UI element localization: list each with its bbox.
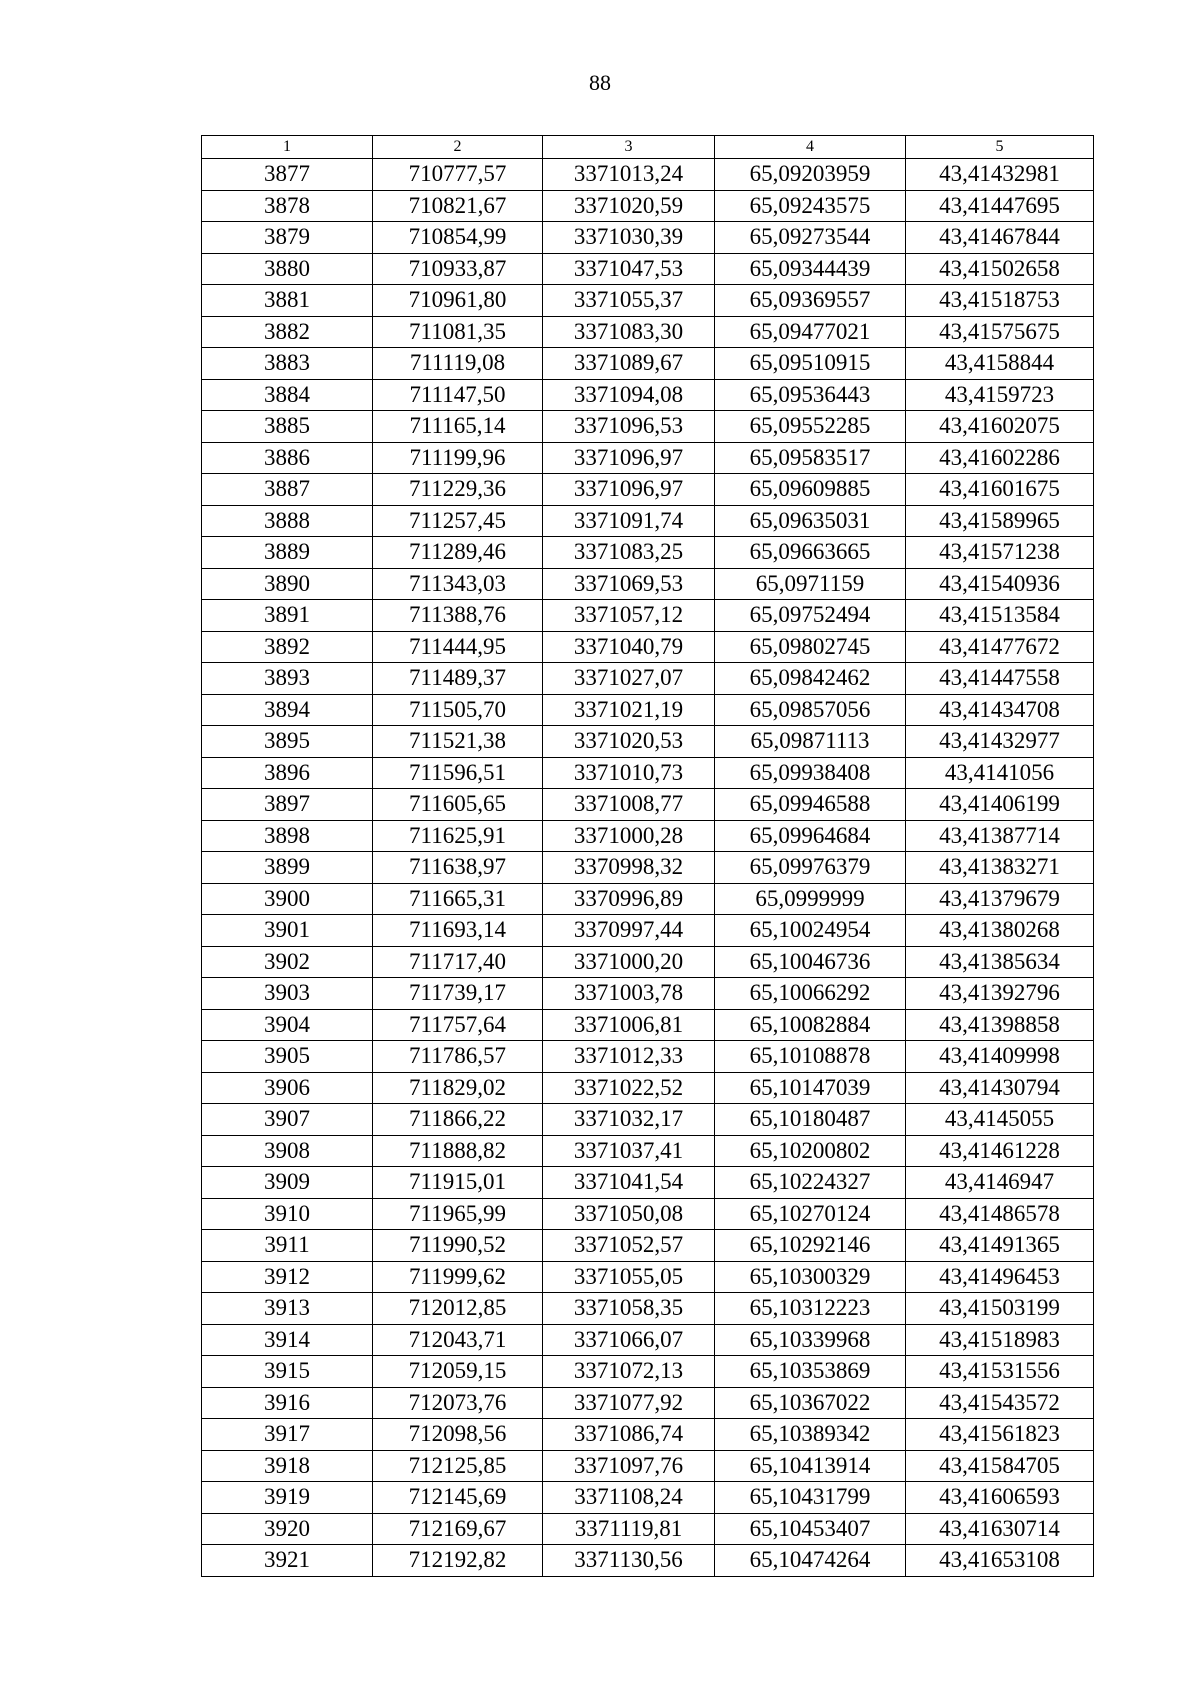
y-coordinate-cell: 3371013,24	[543, 159, 715, 191]
x-coordinate-cell: 711521,38	[373, 726, 543, 758]
latitude-cell: 43,41561823	[906, 1419, 1094, 1451]
table-row	[202, 1261, 1094, 1293]
y-coordinate-cell: 3371097,76	[543, 1450, 715, 1482]
longitude-cell: 65,09752494	[715, 600, 906, 632]
table-row	[202, 1482, 1094, 1514]
table-row	[202, 1293, 1094, 1325]
x-coordinate-cell: 711119,08	[373, 348, 543, 380]
longitude-cell: 65,09609885	[715, 474, 906, 506]
table-header	[202, 136, 1094, 159]
point-number-cell: 3912	[202, 1261, 373, 1293]
table-row	[202, 915, 1094, 947]
table-row	[202, 600, 1094, 632]
y-coordinate-cell: 3371130,56	[543, 1545, 715, 1577]
table-row	[202, 1513, 1094, 1545]
point-number-cell: 3918	[202, 1450, 373, 1482]
longitude-cell: 65,10224327	[715, 1167, 906, 1199]
point-number-cell: 3897	[202, 789, 373, 821]
latitude-cell: 43,4145055	[906, 1104, 1094, 1136]
longitude-cell: 65,09536443	[715, 379, 906, 411]
x-coordinate-cell: 712073,76	[373, 1387, 543, 1419]
longitude-cell: 65,09203959	[715, 159, 906, 191]
point-number-cell: 3908	[202, 1135, 373, 1167]
latitude-cell: 43,41518753	[906, 285, 1094, 317]
y-coordinate-cell: 3371096,53	[543, 411, 715, 443]
table-row	[202, 253, 1094, 285]
longitude-cell: 65,09583517	[715, 442, 906, 474]
longitude-cell: 65,09842462	[715, 663, 906, 695]
latitude-cell: 43,41653108	[906, 1545, 1094, 1577]
longitude-cell: 65,10413914	[715, 1450, 906, 1482]
latitude-cell: 43,41540936	[906, 568, 1094, 600]
table-row	[202, 222, 1094, 254]
x-coordinate-cell: 711147,50	[373, 379, 543, 411]
x-coordinate-cell: 712169,67	[373, 1513, 543, 1545]
table-row	[202, 474, 1094, 506]
latitude-cell: 43,41543572	[906, 1387, 1094, 1419]
table-row	[202, 789, 1094, 821]
latitude-cell: 43,41385634	[906, 946, 1094, 978]
table-row	[202, 442, 1094, 474]
column-header: 4	[715, 136, 906, 159]
y-coordinate-cell: 3371020,53	[543, 726, 715, 758]
latitude-cell: 43,4159723	[906, 379, 1094, 411]
table-row	[202, 316, 1094, 348]
x-coordinate-cell: 710933,87	[373, 253, 543, 285]
table-row	[202, 1230, 1094, 1262]
point-number-cell: 3913	[202, 1293, 373, 1325]
point-number-cell: 3883	[202, 348, 373, 380]
y-coordinate-cell: 3371027,07	[543, 663, 715, 695]
longitude-cell: 65,09938408	[715, 757, 906, 789]
y-coordinate-cell: 3371030,39	[543, 222, 715, 254]
latitude-cell: 43,41518983	[906, 1324, 1094, 1356]
longitude-cell: 65,09871113	[715, 726, 906, 758]
longitude-cell: 65,09552285	[715, 411, 906, 443]
point-number-cell: 3919	[202, 1482, 373, 1514]
table-row	[202, 1072, 1094, 1104]
longitude-cell: 65,10066292	[715, 978, 906, 1010]
latitude-cell: 43,41496453	[906, 1261, 1094, 1293]
x-coordinate-cell: 711866,22	[373, 1104, 543, 1136]
longitude-cell: 65,10453407	[715, 1513, 906, 1545]
point-number-cell: 3911	[202, 1230, 373, 1262]
latitude-cell: 43,41434708	[906, 694, 1094, 726]
table-row	[202, 1198, 1094, 1230]
x-coordinate-cell: 711257,45	[373, 505, 543, 537]
latitude-cell: 43,41477672	[906, 631, 1094, 663]
y-coordinate-cell: 3371119,81	[543, 1513, 715, 1545]
x-coordinate-cell: 711289,46	[373, 537, 543, 569]
point-number-cell: 3903	[202, 978, 373, 1010]
y-coordinate-cell: 3371066,07	[543, 1324, 715, 1356]
point-number-cell: 3902	[202, 946, 373, 978]
point-number-cell: 3909	[202, 1167, 373, 1199]
longitude-cell: 65,09976379	[715, 852, 906, 884]
y-coordinate-cell: 3371072,13	[543, 1356, 715, 1388]
x-coordinate-cell: 711999,62	[373, 1261, 543, 1293]
latitude-cell: 43,41602075	[906, 411, 1094, 443]
latitude-cell: 43,41491365	[906, 1230, 1094, 1262]
longitude-cell: 65,0999999	[715, 883, 906, 915]
latitude-cell: 43,41432977	[906, 726, 1094, 758]
point-number-cell: 3887	[202, 474, 373, 506]
point-number-cell: 3895	[202, 726, 373, 758]
y-coordinate-cell: 3371012,33	[543, 1041, 715, 1073]
x-coordinate-cell: 710961,80	[373, 285, 543, 317]
point-number-cell: 3898	[202, 820, 373, 852]
table-row	[202, 631, 1094, 663]
x-coordinate-cell: 711638,97	[373, 852, 543, 884]
y-coordinate-cell: 3371052,57	[543, 1230, 715, 1262]
y-coordinate-cell: 3371091,74	[543, 505, 715, 537]
longitude-cell: 65,09369557	[715, 285, 906, 317]
point-number-cell: 3917	[202, 1419, 373, 1451]
table-row	[202, 159, 1094, 191]
longitude-cell: 65,10270124	[715, 1198, 906, 1230]
point-number-cell: 3892	[202, 631, 373, 663]
longitude-cell: 65,09344439	[715, 253, 906, 285]
point-number-cell: 3916	[202, 1387, 373, 1419]
point-number-cell: 3881	[202, 285, 373, 317]
column-header: 2	[373, 136, 543, 159]
y-coordinate-cell: 3371069,53	[543, 568, 715, 600]
point-number-cell: 3882	[202, 316, 373, 348]
y-coordinate-cell: 3371083,30	[543, 316, 715, 348]
y-coordinate-cell: 3371020,59	[543, 190, 715, 222]
y-coordinate-cell: 3371047,53	[543, 253, 715, 285]
point-number-cell: 3900	[202, 883, 373, 915]
longitude-cell: 65,10200802	[715, 1135, 906, 1167]
column-header: 1	[202, 136, 373, 159]
longitude-cell: 65,10474264	[715, 1545, 906, 1577]
latitude-cell: 43,41589965	[906, 505, 1094, 537]
latitude-cell: 43,41503199	[906, 1293, 1094, 1325]
x-coordinate-cell: 711757,64	[373, 1009, 543, 1041]
latitude-cell: 43,41571238	[906, 537, 1094, 569]
point-number-cell: 3901	[202, 915, 373, 947]
table-row	[202, 190, 1094, 222]
longitude-cell: 65,10431799	[715, 1482, 906, 1514]
y-coordinate-cell: 3370997,44	[543, 915, 715, 947]
x-coordinate-cell: 710821,67	[373, 190, 543, 222]
longitude-cell: 65,10353869	[715, 1356, 906, 1388]
table-body	[202, 159, 1094, 1577]
point-number-cell: 3896	[202, 757, 373, 789]
x-coordinate-cell: 711388,76	[373, 600, 543, 632]
y-coordinate-cell: 3371006,81	[543, 1009, 715, 1041]
table-row	[202, 1545, 1094, 1577]
x-coordinate-cell: 711965,99	[373, 1198, 543, 1230]
y-coordinate-cell: 3370996,89	[543, 883, 715, 915]
x-coordinate-cell: 711081,35	[373, 316, 543, 348]
latitude-cell: 43,41380268	[906, 915, 1094, 947]
y-coordinate-cell: 3371010,73	[543, 757, 715, 789]
longitude-cell: 65,0971159	[715, 568, 906, 600]
table-row	[202, 883, 1094, 915]
y-coordinate-cell: 3371000,28	[543, 820, 715, 852]
latitude-cell: 43,41409998	[906, 1041, 1094, 1073]
latitude-cell: 43,41467844	[906, 222, 1094, 254]
longitude-cell: 65,10108878	[715, 1041, 906, 1073]
latitude-cell: 43,41602286	[906, 442, 1094, 474]
table-row	[202, 1387, 1094, 1419]
latitude-cell: 43,41502658	[906, 253, 1094, 285]
table-row	[202, 663, 1094, 695]
longitude-cell: 65,09243575	[715, 190, 906, 222]
latitude-cell: 43,4146947	[906, 1167, 1094, 1199]
y-coordinate-cell: 3371022,52	[543, 1072, 715, 1104]
column-header: 3	[543, 136, 715, 159]
y-coordinate-cell: 3371037,41	[543, 1135, 715, 1167]
x-coordinate-cell: 711990,52	[373, 1230, 543, 1262]
latitude-cell: 43,41406199	[906, 789, 1094, 821]
table-row	[202, 1041, 1094, 1073]
x-coordinate-cell: 712098,56	[373, 1419, 543, 1451]
point-number-cell: 3879	[202, 222, 373, 254]
y-coordinate-cell: 3371000,20	[543, 946, 715, 978]
longitude-cell: 65,09510915	[715, 348, 906, 380]
longitude-cell: 65,10312223	[715, 1293, 906, 1325]
point-number-cell: 3877	[202, 159, 373, 191]
x-coordinate-cell: 711829,02	[373, 1072, 543, 1104]
table-row	[202, 537, 1094, 569]
y-coordinate-cell: 3371003,78	[543, 978, 715, 1010]
latitude-cell: 43,41383271	[906, 852, 1094, 884]
latitude-cell: 43,41486578	[906, 1198, 1094, 1230]
table-row	[202, 1167, 1094, 1199]
point-number-cell: 3880	[202, 253, 373, 285]
longitude-cell: 65,09857056	[715, 694, 906, 726]
x-coordinate-cell: 711229,36	[373, 474, 543, 506]
x-coordinate-cell: 711888,82	[373, 1135, 543, 1167]
table-row	[202, 379, 1094, 411]
y-coordinate-cell: 3371040,79	[543, 631, 715, 663]
table-row	[202, 1450, 1094, 1482]
table-row	[202, 726, 1094, 758]
point-number-cell: 3905	[202, 1041, 373, 1073]
longitude-cell: 65,09663665	[715, 537, 906, 569]
y-coordinate-cell: 3371050,08	[543, 1198, 715, 1230]
x-coordinate-cell: 712012,85	[373, 1293, 543, 1325]
longitude-cell: 65,10339968	[715, 1324, 906, 1356]
latitude-cell: 43,41630714	[906, 1513, 1094, 1545]
latitude-cell: 43,41392796	[906, 978, 1094, 1010]
point-number-cell: 3893	[202, 663, 373, 695]
table-row	[202, 694, 1094, 726]
latitude-cell: 43,41447558	[906, 663, 1094, 695]
point-number-cell: 3886	[202, 442, 373, 474]
y-coordinate-cell: 3371077,92	[543, 1387, 715, 1419]
x-coordinate-cell: 711343,03	[373, 568, 543, 600]
x-coordinate-cell: 712059,15	[373, 1356, 543, 1388]
point-number-cell: 3889	[202, 537, 373, 569]
point-number-cell: 3885	[202, 411, 373, 443]
point-number-cell: 3899	[202, 852, 373, 884]
latitude-cell: 43,41379679	[906, 883, 1094, 915]
latitude-cell: 43,41432981	[906, 159, 1094, 191]
x-coordinate-cell: 711717,40	[373, 946, 543, 978]
y-coordinate-cell: 3371089,67	[543, 348, 715, 380]
longitude-cell: 65,09477021	[715, 316, 906, 348]
x-coordinate-cell: 710854,99	[373, 222, 543, 254]
x-coordinate-cell: 711605,65	[373, 789, 543, 821]
page-number: 88	[589, 70, 611, 95]
x-coordinate-cell: 712125,85	[373, 1450, 543, 1482]
x-coordinate-cell: 711693,14	[373, 915, 543, 947]
y-coordinate-cell: 3371057,12	[543, 600, 715, 632]
latitude-cell: 43,41387714	[906, 820, 1094, 852]
latitude-cell: 43,41398858	[906, 1009, 1094, 1041]
table-row	[202, 946, 1094, 978]
latitude-cell: 43,4158844	[906, 348, 1094, 380]
table-row	[202, 348, 1094, 380]
point-number-cell: 3884	[202, 379, 373, 411]
point-number-cell: 3914	[202, 1324, 373, 1356]
y-coordinate-cell: 3371021,19	[543, 694, 715, 726]
longitude-cell: 65,10389342	[715, 1419, 906, 1451]
table-row	[202, 852, 1094, 884]
x-coordinate-cell: 711665,31	[373, 883, 543, 915]
latitude-cell: 43,41601675	[906, 474, 1094, 506]
longitude-cell: 65,10292146	[715, 1230, 906, 1262]
latitude-cell: 43,41606593	[906, 1482, 1094, 1514]
point-number-cell: 3921	[202, 1545, 373, 1577]
table-row	[202, 757, 1094, 789]
table-row	[202, 1104, 1094, 1136]
longitude-cell: 65,09946588	[715, 789, 906, 821]
latitude-cell: 43,41575675	[906, 316, 1094, 348]
y-coordinate-cell: 3370998,32	[543, 852, 715, 884]
longitude-cell: 65,10300329	[715, 1261, 906, 1293]
point-number-cell: 3906	[202, 1072, 373, 1104]
point-number-cell: 3878	[202, 190, 373, 222]
longitude-cell: 65,10046736	[715, 946, 906, 978]
x-coordinate-cell: 711915,01	[373, 1167, 543, 1199]
coordinates-table	[201, 135, 1094, 1577]
table-row	[202, 820, 1094, 852]
y-coordinate-cell: 3371108,24	[543, 1482, 715, 1514]
table-row	[202, 411, 1094, 443]
point-number-cell: 3891	[202, 600, 373, 632]
point-number-cell: 3910	[202, 1198, 373, 1230]
longitude-cell: 65,09273544	[715, 222, 906, 254]
y-coordinate-cell: 3371096,97	[543, 442, 715, 474]
point-number-cell: 3888	[202, 505, 373, 537]
x-coordinate-cell: 712145,69	[373, 1482, 543, 1514]
latitude-cell: 43,41461228	[906, 1135, 1094, 1167]
table-row	[202, 568, 1094, 600]
y-coordinate-cell: 3371041,54	[543, 1167, 715, 1199]
latitude-cell: 43,41584705	[906, 1450, 1094, 1482]
point-number-cell: 3907	[202, 1104, 373, 1136]
header-row	[202, 136, 1094, 159]
x-coordinate-cell: 712192,82	[373, 1545, 543, 1577]
x-coordinate-cell: 711199,96	[373, 442, 543, 474]
table-row	[202, 978, 1094, 1010]
table-row	[202, 1135, 1094, 1167]
x-coordinate-cell: 711739,17	[373, 978, 543, 1010]
x-coordinate-cell: 711625,91	[373, 820, 543, 852]
longitude-cell: 65,10024954	[715, 915, 906, 947]
longitude-cell: 65,09635031	[715, 505, 906, 537]
x-coordinate-cell: 711444,95	[373, 631, 543, 663]
y-coordinate-cell: 3371055,37	[543, 285, 715, 317]
point-number-cell: 3890	[202, 568, 373, 600]
latitude-cell: 43,41513584	[906, 600, 1094, 632]
latitude-cell: 43,41430794	[906, 1072, 1094, 1104]
table-row	[202, 1356, 1094, 1388]
table-row	[202, 285, 1094, 317]
y-coordinate-cell: 3371032,17	[543, 1104, 715, 1136]
y-coordinate-cell: 3371096,97	[543, 474, 715, 506]
longitude-cell: 65,10180487	[715, 1104, 906, 1136]
x-coordinate-cell: 711596,51	[373, 757, 543, 789]
x-coordinate-cell: 711165,14	[373, 411, 543, 443]
table-row	[202, 1009, 1094, 1041]
longitude-cell: 65,10147039	[715, 1072, 906, 1104]
y-coordinate-cell: 3371058,35	[543, 1293, 715, 1325]
x-coordinate-cell: 712043,71	[373, 1324, 543, 1356]
x-coordinate-cell: 711489,37	[373, 663, 543, 695]
y-coordinate-cell: 3371083,25	[543, 537, 715, 569]
table-row	[202, 1324, 1094, 1356]
x-coordinate-cell: 711786,57	[373, 1041, 543, 1073]
point-number-cell: 3894	[202, 694, 373, 726]
x-coordinate-cell: 711505,70	[373, 694, 543, 726]
x-coordinate-cell: 710777,57	[373, 159, 543, 191]
longitude-cell: 65,09964684	[715, 820, 906, 852]
y-coordinate-cell: 3371008,77	[543, 789, 715, 821]
latitude-cell: 43,41531556	[906, 1356, 1094, 1388]
latitude-cell: 43,4141056	[906, 757, 1094, 789]
y-coordinate-cell: 3371055,05	[543, 1261, 715, 1293]
y-coordinate-cell: 3371086,74	[543, 1419, 715, 1451]
latitude-cell: 43,41447695	[906, 190, 1094, 222]
table-row	[202, 505, 1094, 537]
longitude-cell: 65,10082884	[715, 1009, 906, 1041]
longitude-cell: 65,10367022	[715, 1387, 906, 1419]
column-header: 5	[906, 136, 1094, 159]
longitude-cell: 65,09802745	[715, 631, 906, 663]
table-row	[202, 1419, 1094, 1451]
point-number-cell: 3920	[202, 1513, 373, 1545]
y-coordinate-cell: 3371094,08	[543, 379, 715, 411]
point-number-cell: 3904	[202, 1009, 373, 1041]
point-number-cell: 3915	[202, 1356, 373, 1388]
